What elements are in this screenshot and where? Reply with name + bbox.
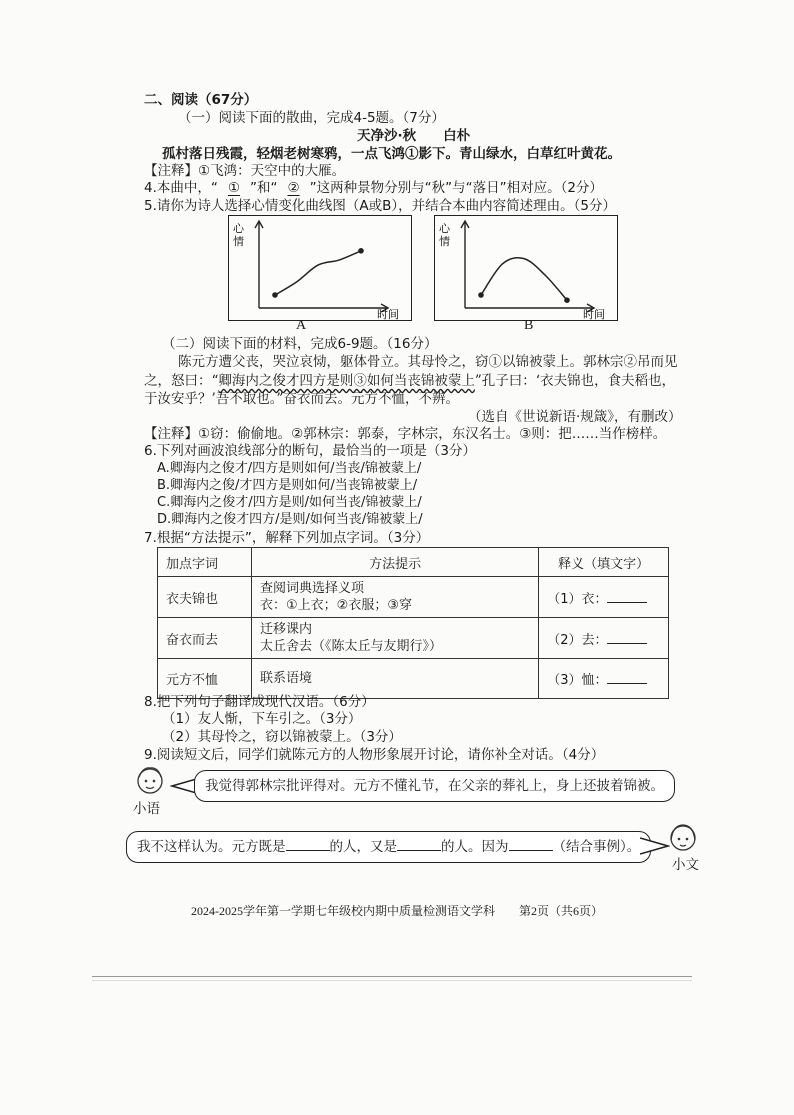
chart-a-frame bbox=[228, 215, 412, 321]
speech-bubble-xiaowen bbox=[126, 831, 651, 863]
row-tip: 查阅词典选择义项 衣：①上衣；②衣服；③穿 bbox=[252, 577, 539, 618]
part2-intro: （二）阅读下面的材料，完成6-9题。（16分） bbox=[162, 336, 438, 352]
q4-post: ”这两种景物分别与“秋”与“落日”相对应。（2分） bbox=[309, 180, 603, 196]
q6-option-c[interactable]: C.卿海内之俊才/四方是则/如何当丧/锦被蒙上/ bbox=[157, 495, 422, 510]
student-avatar-xiaoyu-icon bbox=[133, 763, 167, 797]
b2-d: （结合事例）。 bbox=[552, 839, 641, 854]
chart-b-end-point bbox=[564, 297, 570, 303]
method-table bbox=[157, 547, 669, 699]
q4-blank-2[interactable]: ② bbox=[287, 180, 300, 196]
row-word: 衣夫锦也 bbox=[158, 577, 252, 618]
chart-b-caption: B bbox=[524, 318, 534, 333]
header-answer: 释义（填文字） bbox=[539, 548, 669, 577]
q6-option-b[interactable]: B.卿海内之俊/才四方是则如何/当丧锦被蒙上/ bbox=[157, 478, 418, 493]
b2-c: 的人。因为 bbox=[441, 839, 509, 854]
passage-p2-post: ”孔子曰：‘衣夫锦也，食夫稻也， bbox=[474, 373, 676, 389]
blank-reason[interactable] bbox=[509, 836, 553, 851]
row-answer[interactable]: （1）衣： bbox=[539, 577, 669, 618]
row-tip: 迁移课内 太丘舍去（《陈太丘与友期行》） bbox=[252, 618, 539, 659]
chart-a-xlabel: 时间 bbox=[377, 308, 399, 320]
header-word: 加点字词 bbox=[158, 548, 252, 577]
row-tip: 联系语境 bbox=[252, 659, 539, 699]
row-answer[interactable]: （3）恤： bbox=[539, 659, 669, 699]
part2-note: 【注释】①窃：偷偷地。②郭林宗：郭泰，字林宗，东汉名士。③则：把……当作榜样。 bbox=[144, 426, 667, 442]
q4-blank-1[interactable]: ① bbox=[227, 180, 240, 196]
chart-a bbox=[229, 216, 411, 320]
row-answer[interactable]: （2）去： bbox=[539, 618, 669, 659]
speech-bubble-xiaoyu bbox=[194, 770, 675, 802]
passage-line-2 bbox=[144, 372, 675, 390]
wavy-underlined-sentence: 卿海内之俊才四方是则③如何当丧锦被蒙上 bbox=[218, 373, 475, 389]
answer-blank[interactable] bbox=[607, 590, 647, 603]
q4-pre: 4.本曲中，“ bbox=[144, 180, 218, 196]
chart-b-mood-curve bbox=[481, 258, 567, 300]
q8-item-1: （1）友人惭，下车引之。（3分） bbox=[162, 711, 362, 727]
chart-b bbox=[435, 216, 617, 320]
speaker-xiaoyu: 小语 bbox=[133, 801, 160, 817]
chart-a-caption: A bbox=[296, 318, 307, 333]
q6-option-d[interactable]: D.卿海内之俊才四方/是则/如何当丧/锦被蒙上/ bbox=[157, 512, 423, 527]
section-heading: 二、阅读（67分） bbox=[144, 92, 258, 108]
q6-option-a[interactable]: A.卿海内之俊才/四方是则如何/当丧/锦被蒙上/ bbox=[157, 461, 422, 476]
chart-a-mood-curve bbox=[275, 251, 361, 295]
page-footer: 2024-2025学年第一学期七年级校内期中质量检测语文学科 第2页（共6页） bbox=[191, 904, 603, 918]
page-divider bbox=[92, 976, 692, 977]
chart-b-frame bbox=[434, 215, 618, 321]
passage-line-1: 陈元方遭父丧，哭泣哀恸，躯体骨立。其母怜之，窃①以锦被蒙上。郭林宗②吊而见 bbox=[178, 354, 678, 370]
poem-title: 天净沙·秋 白朴 bbox=[357, 128, 471, 144]
bubble-1-text: 我觉得郭林宗批评得对。元方不懂礼节，在父亲的葬礼上，身上还披着锦被。 bbox=[205, 778, 664, 793]
answer-blank[interactable] bbox=[607, 671, 647, 684]
row-word: 元方不恤 bbox=[158, 659, 252, 699]
chart-b-ylabel: 心 bbox=[439, 222, 450, 235]
table-row bbox=[158, 618, 669, 659]
blank-trait-1[interactable] bbox=[286, 836, 330, 851]
poem-text: 孤村落日残霞，轻烟老树寒鸦，一点飞鸿①影下。青山绿水，白草红叶黄花。 bbox=[162, 146, 621, 162]
question-6: 6.下列对画波浪线部分的断句，最恰当的一项是（3分） bbox=[144, 443, 476, 459]
part1-note: 【注释】①飞鸿：天空中的大雁。 bbox=[144, 163, 346, 179]
chart-b-ylabel-2: 情 bbox=[439, 235, 450, 248]
student-avatar-xiaowen-icon bbox=[666, 820, 700, 854]
passage-p2-pre: 之，怒曰：“ bbox=[144, 373, 219, 389]
question-8: 8.把下列句子翻译成现代汉语。（6分） bbox=[144, 694, 375, 710]
question-4 bbox=[144, 179, 603, 197]
chart-a-ylabel-2: 情 bbox=[233, 235, 244, 248]
table-header-row bbox=[158, 548, 669, 577]
row-word: 奋衣而去 bbox=[158, 618, 252, 659]
chart-a-start-point bbox=[272, 292, 278, 298]
chart-b-xlabel: 时间 bbox=[583, 308, 605, 320]
b2-a: 我不这样认为。元方既是 bbox=[137, 839, 286, 854]
q8-item-2: （2）其母怜之，窃以锦被蒙上。（3分） bbox=[162, 729, 402, 745]
passage-source: （选自《世说新语·规箴》，有删改） bbox=[468, 409, 682, 425]
page-divider-faint bbox=[92, 980, 692, 981]
speaker-xiaowen: 小文 bbox=[672, 857, 699, 873]
part1-intro: （一）阅读下面的散曲，完成4-5题。（7分） bbox=[178, 110, 445, 126]
header-tip: 方法提示 bbox=[252, 548, 539, 577]
question-9: 9.阅读短文后，同学们就陈元方的人物形象展开讨论，请你补全对话。（4分） bbox=[144, 747, 605, 763]
question-5: 5.请你为诗人选择心情变化曲线图（A或B），并结合本曲内容简述理由。（5分） bbox=[144, 198, 616, 214]
answer-blank[interactable] bbox=[607, 631, 647, 644]
b2-b: 的人，又是 bbox=[329, 839, 397, 854]
chart-a-ylabel: 心 bbox=[233, 222, 244, 235]
table-row bbox=[158, 577, 669, 618]
chart-b-start-point bbox=[478, 292, 484, 298]
passage-line-3: 于汝安乎？’吾不取也。”奋衣而去。元方不恤，不辨。 bbox=[144, 391, 459, 407]
q4-mid: ”和“ bbox=[249, 180, 278, 196]
blank-trait-2[interactable] bbox=[397, 836, 441, 851]
chart-a-end-point bbox=[358, 248, 364, 254]
question-7: 7.根据“方法提示”，解释下列加点字词。（3分） bbox=[144, 530, 430, 546]
